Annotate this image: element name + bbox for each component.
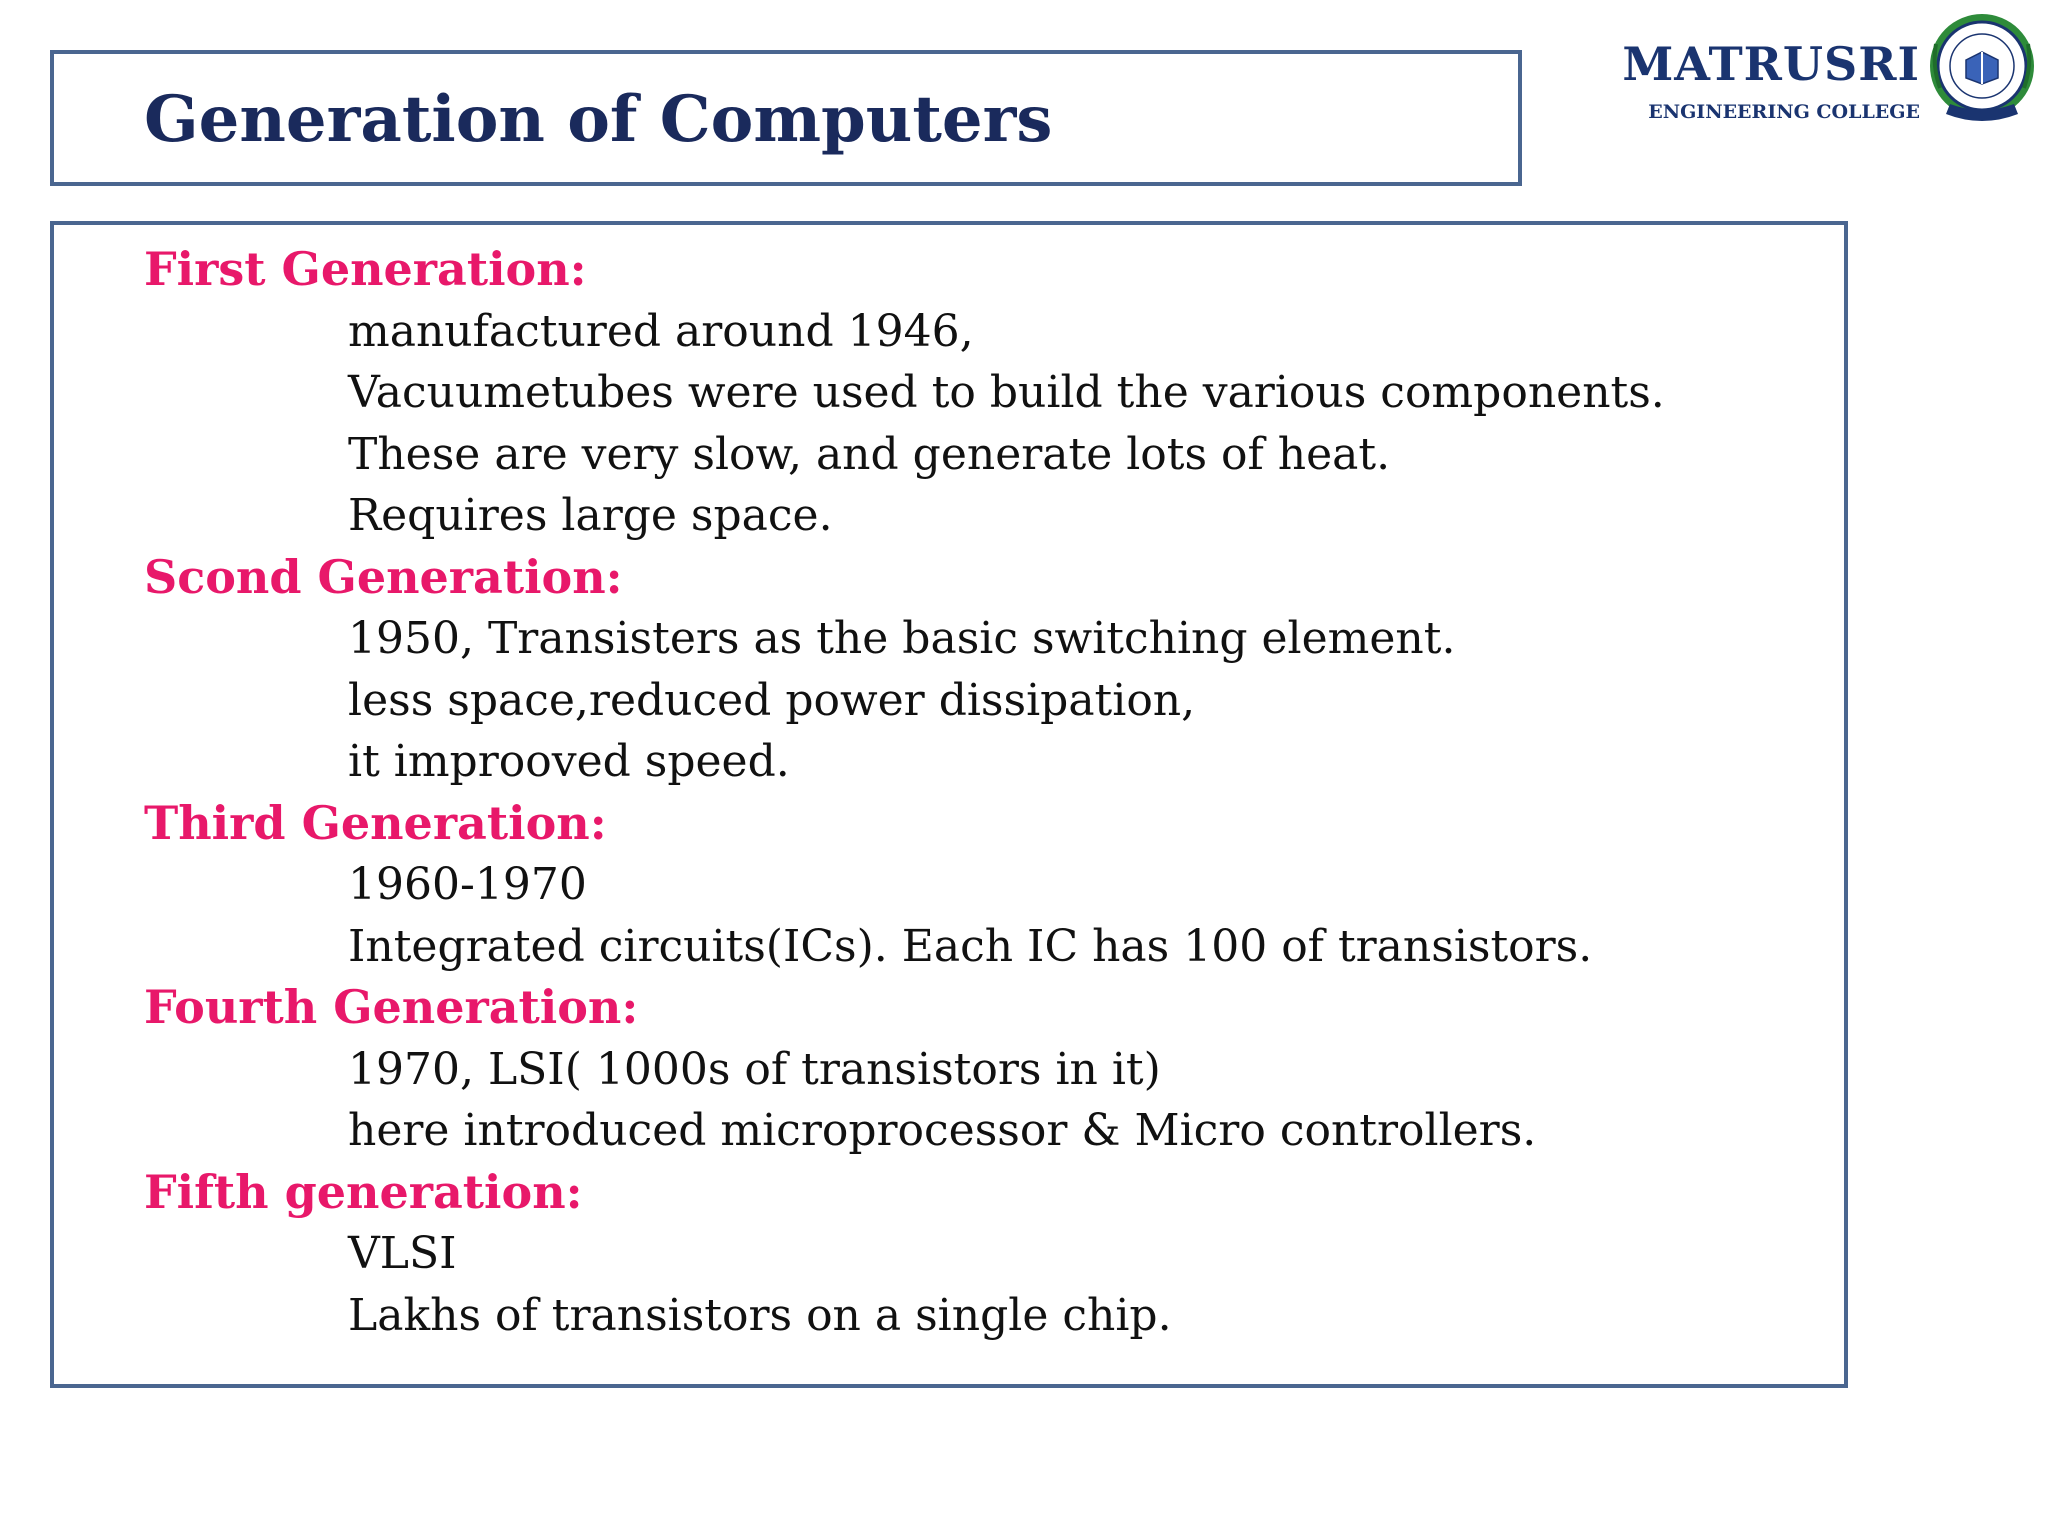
college-logo — [1600, 4, 2040, 144]
page-title: Generation of Computers — [144, 82, 1053, 157]
generation-detail-line: VLSI — [348, 1228, 457, 1279]
generations-list — [144, 239, 1665, 1346]
generation-heading: Fifth generation: — [144, 1164, 583, 1219]
content-box — [50, 221, 1848, 1388]
generation-heading: First Generation: — [144, 242, 587, 296]
generation-detail-line: 1970, LSI( 1000s of transistors in it) — [348, 1043, 1161, 1095]
generation-heading: Fourth Generation: — [144, 980, 639, 1034]
generation-detail-line: Requires large space. — [348, 490, 833, 541]
generation-detail-line: Vacuumetubes were used to build the various components. — [348, 367, 1665, 418]
title-box — [50, 50, 1522, 186]
college-seal-icon — [1922, 4, 2042, 144]
generation-detail-line: These are very slow, and generate lots of heat. — [348, 428, 1391, 480]
generation-heading: Third Generation: — [144, 795, 607, 850]
logo-subtitle: ENGINEERING COLLEGE — [1648, 101, 1920, 123]
generation-detail-line: 1950, Transisters as the basic switching element. — [348, 613, 1456, 664]
generation-detail-line: 1960-1970 — [348, 859, 587, 910]
generation-detail-line: here introduced microprocessor & Micro controllers. — [348, 1105, 1537, 1156]
generation-detail-line: it improoved speed. — [348, 736, 790, 787]
generation-detail-line: Lakhs of transistors on a single chip. — [348, 1289, 1172, 1341]
generation-detail-line: less space,reduced power dissipation, — [348, 674, 1196, 726]
generation-detail-line: Integrated circuits(ICs). Each IC has 100 of transistors. — [348, 920, 1593, 972]
logo-name: MATRUSRI — [1622, 37, 1920, 91]
generation-heading: Scond Generation: — [144, 549, 623, 604]
generation-detail-line: manufactured around 1946, — [348, 305, 974, 357]
